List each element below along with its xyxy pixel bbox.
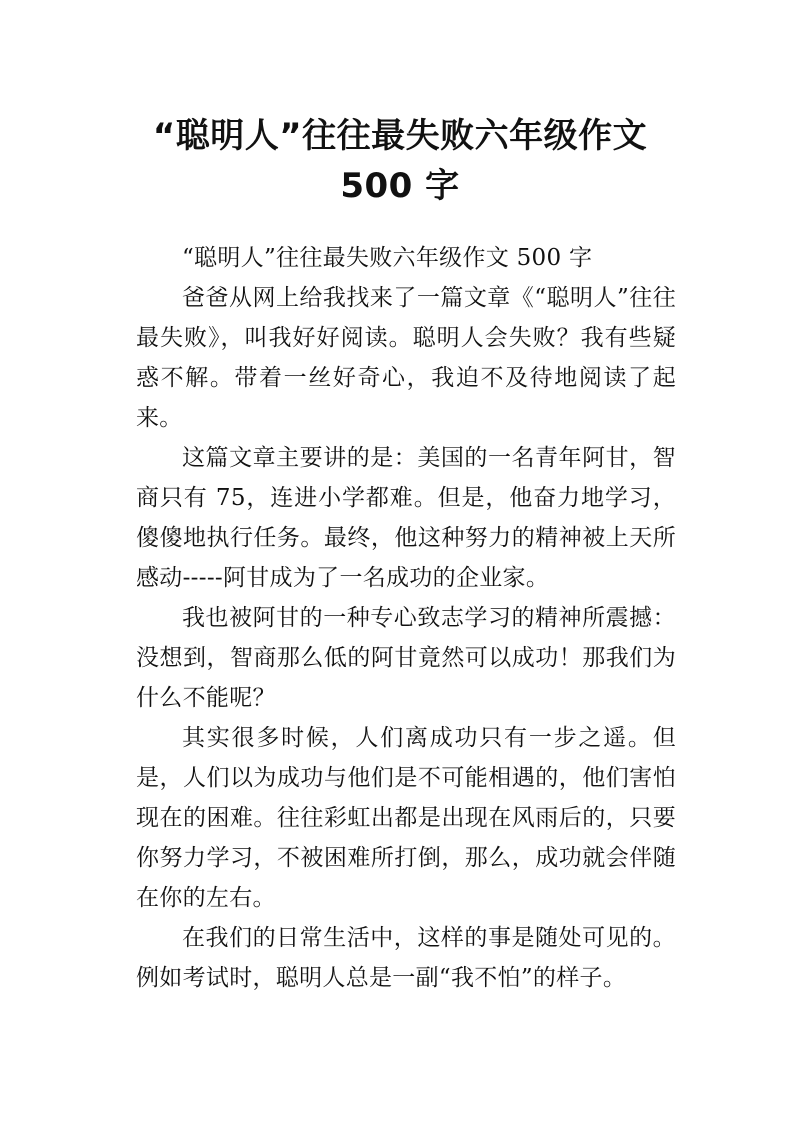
paragraph: 我也被阿甘的一种专心致志学习的精神所震撼：没想到，智商那么低的阿甘竟然可以成功！那我们为什么不能呢？ xyxy=(136,605,676,711)
paragraph: 这篇文章主要讲的是：美国的一名青年阿甘，智商只有 75，连进小学都难。但是，他奋力地学习，傻傻地执行任务。最终，他这种努力的精神被上天所感动-----阿甘成为了一名成功的企业家。 xyxy=(136,445,676,591)
document-body xyxy=(136,238,676,998)
paragraph: 爸爸从网上给我找来了一篇文章《“聪明人”往往最失败》，叫我好好阅读。聪明人会失败？我有些疑惑不解。带着一丝好奇心，我迫不及待地阅读了起来。 xyxy=(136,285,676,431)
paragraph-subtitle: “聪明人”往往最失败六年级作文 500 字 xyxy=(182,245,593,271)
paragraph: 其实很多时候，人们离成功只有一步之遥。但是，人们以为成功与他们是不可能相遇的，他们害怕现在的困难。往往彩虹出都是出现在风雨后的，只要你努力学习，不被困难所打倒，那么，成功就会伴随在你的左右。 xyxy=(136,725,676,911)
document-title xyxy=(0,111,800,211)
title-line-2: 500 字 xyxy=(340,165,460,206)
title-line-1: “聪明人”往往最失败六年级作文 xyxy=(152,115,648,156)
paragraph: 在我们的日常生活中，这样的事是随处可见的。例如考试时，聪明人总是一副“我不怕”的样子。 xyxy=(136,925,676,991)
